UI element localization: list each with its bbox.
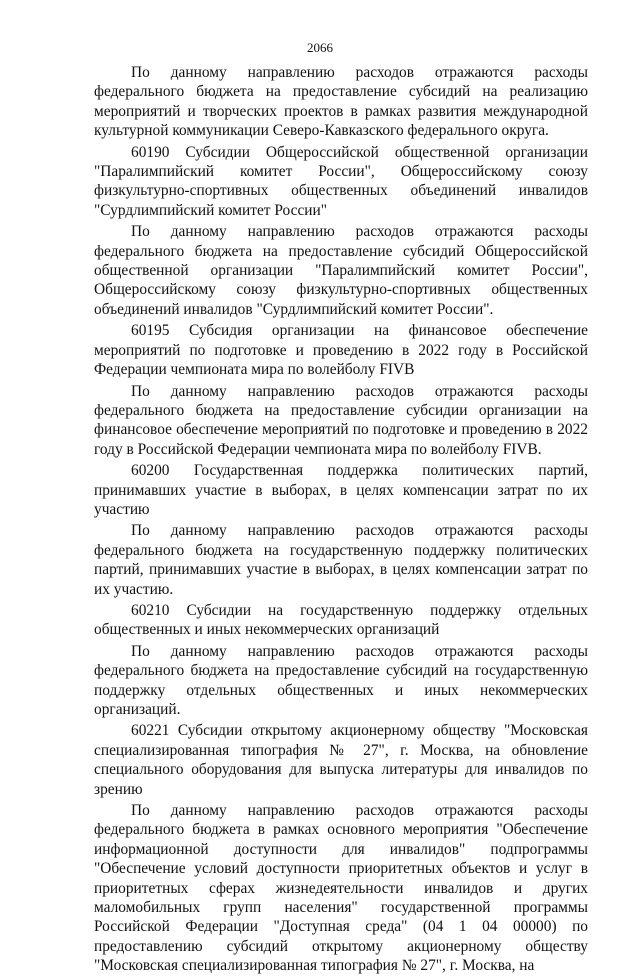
paragraph-description-60180: По данному направлению расходов отражаются расходы федерального бюджета на предоставление субсидий на реализацию мероприятий и творческих проектов в рамках развития международной культурной коммуникации Северо-Кавказского федерального округа. bbox=[94, 64, 588, 140]
paragraph-heading-60221: 60221 Субсидии открытому акционерному обществу "Московская специализированная типография № 27", г. Москва, на обновление специального оборудования для выпуска литературы для инвалидов по зрению bbox=[94, 722, 588, 798]
paragraph-heading-60200: 60200 Государственная поддержка политических партий, принимавших участие в выборах, в целях компенсации затрат по их участию bbox=[94, 462, 588, 518]
paragraph-heading-60190: 60190 Субсидии Общероссийской общественной организации "Паралимпийский комитет России", Общероссийскому союзу физкультурно-спортивных общественных объединений инвалидов "Сурдлимпийский комитет России" bbox=[94, 143, 588, 219]
paragraph-description-60200: По данному направлению расходов отражаются расходы федерального бюджета на государственную поддержку политических партий, принимавших участие в выборах, в целях компенсации затрат по их участию. bbox=[94, 522, 588, 598]
paragraph-description-60190: По данному направлению расходов отражаются расходы федерального бюджета на предоставление субсидий Общероссийской общественной организации "Паралимпийский комитет России", Общероссийскому союзу физкультурно-спортивных общественных объединений инвалидов "Сурдлимпийский комитет России". bbox=[94, 223, 588, 318]
paragraph-description-60195: По данному направлению расходов отражаются расходы федерального бюджета на предоставление субсидии организации на финансовое обеспечение мероприятий по подготовке и проведению в 2022 году в Российской Федерации чемпионата мира по волейболу FIVB. bbox=[94, 382, 588, 458]
paragraph-description-60221: По данному направлению расходов отражаются расходы федерального бюджета в рамках основного мероприятия "Обеспечение информационной доступности для инвалидов" подпрограммы "Обеспечение условий доступности приоритетных объектов и услуг в приоритетных сферах жизнедеятельности инвалидов и других маломобильных групп населения" государственной программы Российской Федерации "Доступная среда" (04 1 04 00000) по предоставлению субсидий открытому акционерному обществу "Московская специализированная типография № 27", г. Москва, на bbox=[94, 802, 588, 975]
document-body bbox=[94, 63, 588, 978]
paragraph-description-60210: По данному направлению расходов отражаются расходы федерального бюджета на предоставление субсидий на государственную поддержку отдельных общественных и иных некоммерческих организаций. bbox=[94, 642, 588, 718]
paragraph-heading-60210: 60210 Субсидии на государственную поддержку отдельных общественных и иных некоммерческих организаций bbox=[94, 601, 588, 639]
page-number: 2066 bbox=[307, 40, 333, 55]
paragraph-heading-60195: 60195 Субсидия организации на финансовое обеспечение мероприятий по подготовке и проведению в 2022 году в Российской Федерации чемпионата мира по волейболу FIVB bbox=[94, 322, 588, 379]
